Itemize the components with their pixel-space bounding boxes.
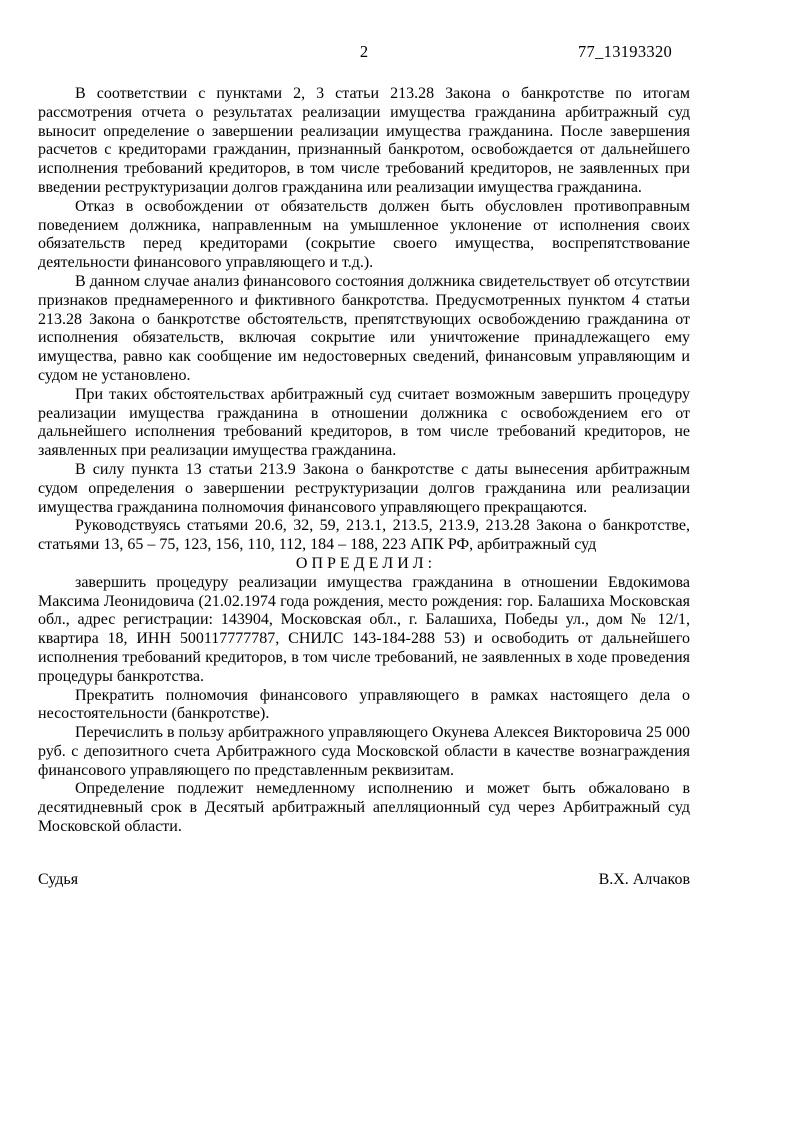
page-number: 2 [359,42,369,61]
paragraph-legal-basis: В соответствии с пунктами 2, 3 статьи 213.28 Закона о банкротстве по итогам рассмотрения отчета о результатах реализации имущества гражданина арбитражный суд выносит определение о завершении реализации имущества гражданина. После завершения расчетов с кредиторами гражданин, признанный банкротом, освобождается от дальнейшего исполнения требований кредиторов, в том числе требований кредиторов, не заявленных при введении реструктуризации долгов гражданина или реализации имущества гражданина. [38,85,690,196]
paragraph-refusal-conditions: Отказ в освобождении от обязательств должен быть обусловлен противоправным поведением должника, направленным на умышленное уклонение от исполнения своих обязательств перед кредиторами (сокрытие своего имущества, воспрепятствование деятельности финансового управляющего и т.д.). [38,197,690,272]
paragraph-court-conclusion: При таких обстоятельствах арбитражный суд считает возможным завершить процедуру реализации имущества гражданина в отношении должника с освобождением его от дальнейшего исполнения требований кредиторов, в том числе требований кредиторов, не заявленных при реализации имущества гражданина. [38,385,690,460]
paragraph-manager-powers: В силу пункта 13 статьи 213.9 Закона о банкротстве с даты вынесения арбитражным судом определения о завершении реструктуризации долгов гражданина или реализации имущества гражданина полномочия финансового управляющего прекращаются. [38,460,690,516]
case-number: 77_13193320 [578,42,673,61]
page-header [38,42,690,64]
signature-row [38,871,690,890]
judge-name: В.Х. Алчаков [598,870,690,888]
paragraph-guided-by-articles: Руководствуясь статьями 20.6, 32, 59, 213.1, 213.5, 213.9, 213.28 Закона о банкротстве, статьями 13, 65 – 75, 123, 156, 110, 112, 184 – 188, 223 АПК РФ, арбитражный суд [38,517,690,554]
paragraph-resolution-transfer-payment: Перечислить в пользу арбитражного управляющего Окунева Алексея Викторовича 25 000 руб. с депозитного счета Арбитражного суда Московской области в качестве вознаграждения финансового управляющего по представленным реквизитам. [38,724,690,779]
paragraph-resolution-terminate-powers: Прекратить полномочия финансового управляющего в рамках настоящего дела о несостоятельности (банкротстве). [38,686,690,723]
judge-label: Судья [38,870,79,888]
resolution-heading: О П Р Е Д Е Л И Л : [295,554,433,572]
paragraph-resolution-appeal-terms: Определение подлежит немедленному исполнению и может быть обжаловано в десятидневный срок в Десятый арбитражный апелляционный суд через Арбитражный суд Московской области. [38,780,690,836]
paragraph-resolution-complete-procedure: завершить процедуру реализации имущества гражданина в отношении Евдокимова Максима Леонидовича (21.02.1974 года рождения, место рождения: гор. Балашиха Московская обл., адрес регистрации: 143904, Московская обл., г. Балашиха, Победы ул., дом № 12/1, квартира 18, ИНН 500117777787, СНИЛС 143-184-288 53) и освободить от дальнейшего исполнения требований кредиторов, в том числе требований, не заявленных в ходе проведения процедуры банкротства. [38,573,690,685]
document-body [38,85,690,890]
paragraph-financial-analysis: В данном случае анализ финансового состояния должника свидетельствует об отсутствии признаков преднамеренного и фиктивного банкротства. Предусмотренных пунктом 4 статьи 213.28 Закона о банкротстве обстоятельств, препятствующих освобождению гражданина от исполнения обязательств, включая сокрытие или уничтожение принадлежащего ему имущества, равно как сообщение им недостоверных сведений, финансовым управляющим и судом не установлено. [38,272,690,384]
